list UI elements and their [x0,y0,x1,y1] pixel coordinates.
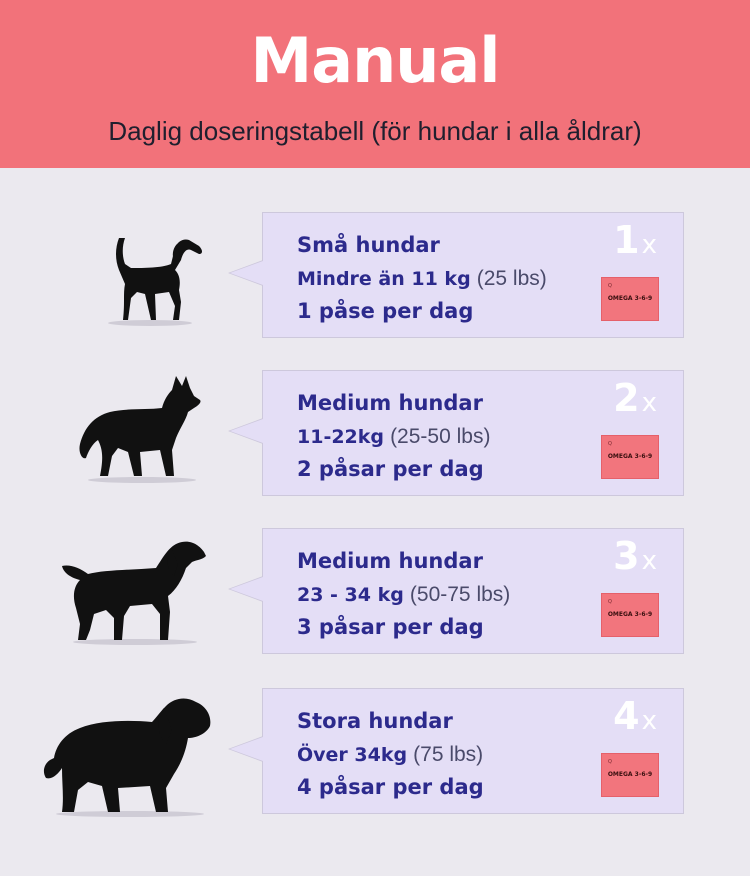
omega-sachet-icon: Q OMEGA 3-6-9 [601,277,659,321]
weight-kg: Mindre än 11 kg [297,268,471,290]
page-title: Manual [250,24,500,97]
dose-label: 2 påsar per dag [297,457,484,481]
saint-bernard-silhouette-icon [40,694,216,820]
weight-line [297,267,547,291]
dose-card [262,212,684,338]
dose-label: 4 påsar per dag [297,775,484,799]
dog-size-label: Medium hundar [297,549,483,573]
dose-row-large [0,688,750,818]
dog-size-label: Små hundar [297,233,440,257]
dose-label: 3 påsar per dag [297,615,484,639]
weight-lbs: (25-50 lbs) [390,425,491,448]
dose-multiplier: 1x [613,218,657,262]
weight-lbs: (25 lbs) [476,267,547,290]
omega-sachet-icon: Q OMEGA 3-6-9 [601,435,659,479]
weight-lbs: (75 lbs) [413,743,484,766]
weight-line [297,583,510,607]
dose-row-small [0,212,750,342]
weight-line [297,743,483,767]
retriever-silhouette-icon [60,534,210,646]
dog-size-label: Stora hundar [297,709,453,733]
dose-multiplier: 2x [613,376,657,420]
husky-silhouette-icon [76,372,208,484]
dose-multiplier: 4x [613,694,657,738]
weight-kg: Över 34kg [297,744,408,766]
dog-size-label: Medium hundar [297,391,483,415]
page-subtitle: Daglig doseringstabell (för hundar i alla åldrar) [108,116,642,146]
dose-multiplier: 3x [613,534,657,578]
weight-line [297,425,490,449]
dose-label: 1 påse per dag [297,299,474,323]
header-banner [0,0,750,168]
dose-card [262,688,684,814]
dose-row-medium-1 [0,370,750,500]
dose-card [262,528,684,654]
omega-sachet-icon: Q OMEGA 3-6-9 [601,593,659,637]
weight-lbs: (50-75 lbs) [409,583,511,606]
weight-kg: 11-22kg [297,426,385,448]
dose-row-medium-2 [0,528,750,658]
dose-card [262,370,684,496]
beagle-silhouette-icon [95,234,205,326]
weight-kg: 23 - 34 kg [297,584,404,606]
omega-sachet-icon: Q OMEGA 3-6-9 [601,753,659,797]
